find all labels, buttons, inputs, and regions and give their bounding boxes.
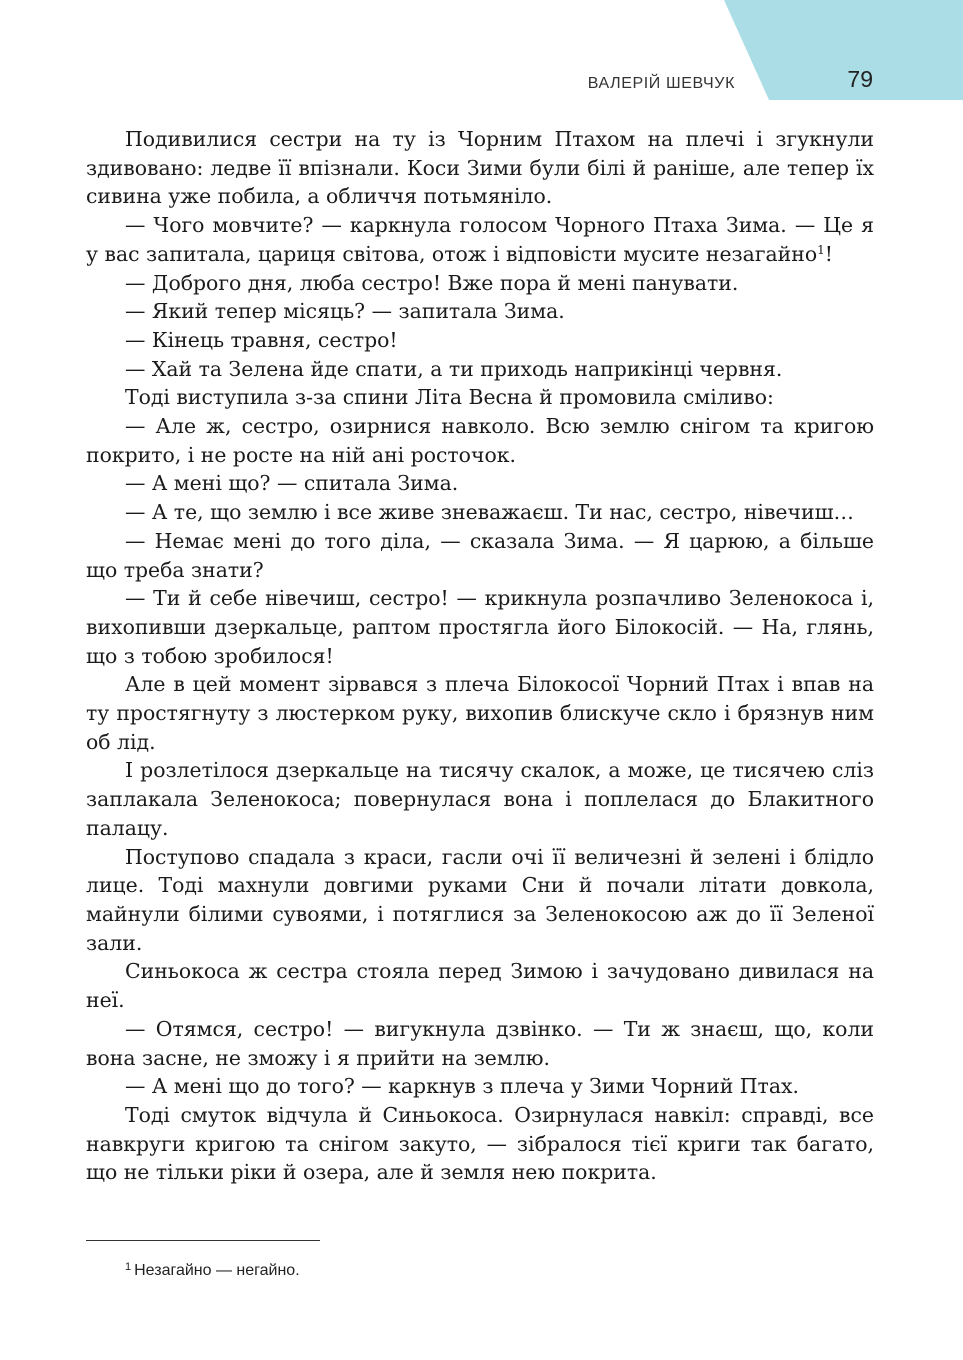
paragraph: Поступово спадала з краси, гасли очі її величезні й зелені і блідло лице. Тоді махнули довгими руками Сни й почали літати довкола, майнули білими сувоями, і потяглися за Зеленокосою аж до її Зеленої зали.: [86, 844, 874, 955]
paragraph: — А мені що до того? — каркнув з плеча у Зими Чорний Птах.: [125, 1074, 799, 1099]
footnote-divider: [86, 1240, 320, 1241]
footnote-reference[interactable]: 1: [817, 242, 825, 257]
paragraph: Тоді смуток відчула й Синьокоса. Озирнулася навкіл: справді, все навкруги кригою та снігом закуто, — зібралося тієї криги так багато, що не тільки ріки й озера, але й земля нею покрита.: [86, 1102, 874, 1185]
paragraph: — Кінець травня, сестро!: [125, 327, 398, 352]
footnote-text: Незагайно — негайно.: [134, 1262, 300, 1279]
corner-accent-tab: [724, 0, 963, 100]
paragraph: І розлетілося дзеркальце на тисячу скалок, а може, це тисячею сліз заплакала Зеленокоса; повернулася вона і поплелася до Блакитного палацу.: [86, 758, 874, 840]
paragraph: Синьокоса ж сестра стояла перед Зимою і зачудовано дивилася на неї.: [86, 959, 874, 1013]
paragraph: Тоді виступила з-за спини Літа Весна й промовила сміливо:: [125, 385, 774, 410]
paragraph: — Хай та Зелена йде спати, а ти приходь наприкінці червня.: [125, 356, 783, 381]
running-head-author: ВАЛЕРІЙ ШЕВЧУК: [587, 75, 735, 92]
paragraph: — Який тепер місяць? — запитала Зима.: [125, 299, 565, 324]
paragraph-text: — Чого мовчите? — каркнула голосом Чорного Птаха Зима. — Це я у вас запитала, цариця світова, отож і відповісти мусите незагайно: [86, 213, 874, 266]
page-number: 79: [847, 66, 873, 92]
paragraph: — Немає мені до того діла, — сказала Зима. — Я царюю, а більше що треба знати?: [86, 528, 874, 582]
footnote-mark: 1: [125, 1261, 132, 1273]
footnote: [125, 1262, 300, 1280]
paragraph: Подивилися сестри на ту із Чорним Птахом на плечі і згукнули здивовано: ледве її впізнали. Коси Зими були білі й раніше, але тепер їх сивина уже побила, а обличчя потьмяніло.: [86, 127, 874, 209]
paragraph-end-punctuation: !: [824, 241, 833, 266]
paragraph: — Ти й себе нівечиш, сестро! — крикнула розпачливо Зеленокоса і, вихопивши дзеркальце, раптом простягла його Білокосій. — На, глянь, що з тобою зробилося!: [86, 586, 874, 668]
paragraph: — Але ж, сестро, озирнися навколо. Всю землю снігом та кригою покрито, і не росте на ній ані росточок.: [86, 414, 874, 467]
paragraph: Але в цей момент зірвався з плеча Білокосої Чорний Птах і впав на ту простягнуту з люстерком руку, вихопив блискуче скло і брязнув ним об лід.: [86, 672, 874, 754]
paragraph: — Отямся, сестро! — вигукнула дзвінко. — Ти ж знаєш, що, коли вона засне, не зможу і я прийти на землю.: [86, 1016, 874, 1070]
paragraph: — А те, що землю і все живе зневажаєш. Ти нас, сестро, нівечиш…: [125, 500, 854, 525]
paragraph: — А мені що? — спитала Зима.: [125, 471, 459, 496]
paragraph-with-footnote: [86, 211, 874, 268]
paragraph: — Доброго дня, люба сестро! Вже пора й мені панувати.: [125, 270, 739, 295]
main-text: [86, 125, 874, 1187]
